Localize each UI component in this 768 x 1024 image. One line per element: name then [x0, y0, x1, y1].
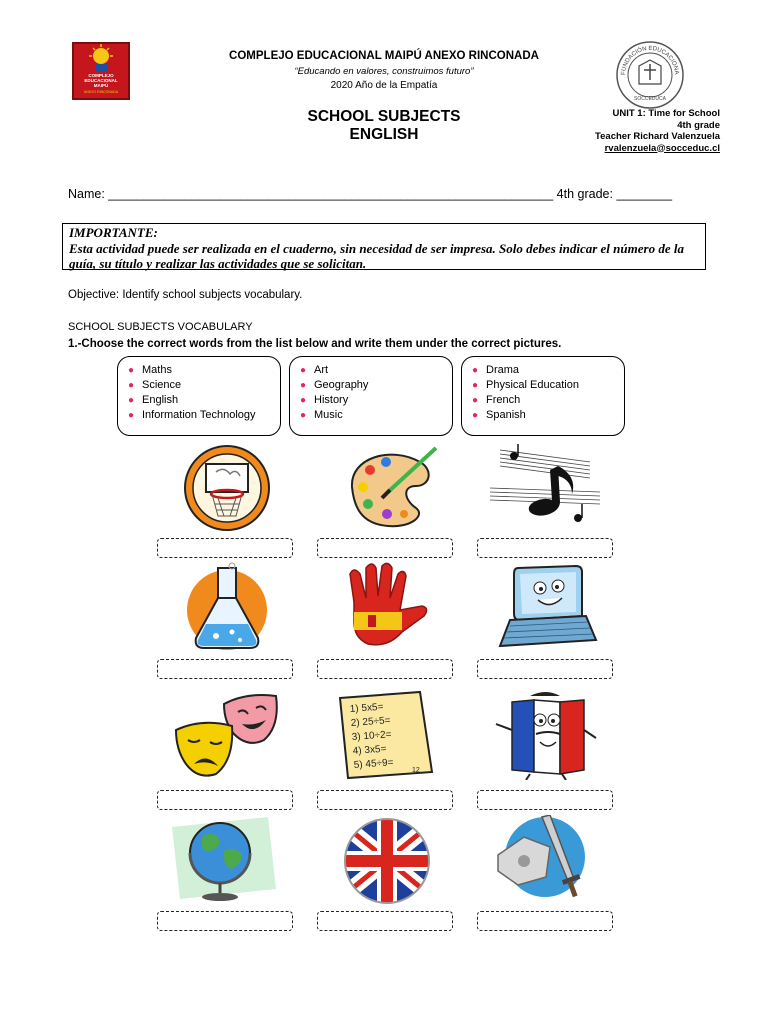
math-page-number: 12 — [412, 767, 420, 774]
word-item: ● Music — [300, 409, 343, 421]
french-flag-icon — [490, 690, 600, 780]
answer-box-3[interactable] — [477, 538, 613, 558]
svg-text:COMPLEJO: COMPLEJO — [88, 73, 114, 78]
computer-icon — [490, 562, 600, 652]
bullet-icon: ● — [128, 380, 135, 391]
answer-box-2[interactable] — [317, 538, 453, 558]
answer-box-8[interactable] — [317, 790, 453, 810]
word-box-3 — [461, 356, 625, 436]
teacher-label: Teacher Richard Valenzuela — [595, 131, 720, 142]
answer-box-6[interactable] — [477, 659, 613, 679]
objective: Objective: Identify school subjects vocabulary. — [68, 289, 303, 301]
school-name: COMPLEJO EDUCACIONAL MAIPÚ ANEXO RINCONADA — [229, 50, 539, 62]
word-item: ● Art — [300, 364, 329, 376]
math-problem: 4) 3x5= — [352, 743, 387, 757]
answer-box-11[interactable] — [317, 911, 453, 931]
answer-box-7[interactable] — [157, 790, 293, 810]
instruction: 1.-Choose the correct words from the list below and write them under the correct pictures. — [68, 338, 562, 350]
math-sheet-icon — [332, 690, 442, 780]
page-subtitle: ENGLISH — [349, 126, 419, 143]
science-flask-icon — [172, 562, 282, 652]
word-item: ● Physical Education — [472, 379, 579, 391]
answer-box-4[interactable] — [157, 659, 293, 679]
word-box-1 — [117, 356, 281, 436]
word-item: ● French — [472, 394, 521, 406]
svg-text:FUNDACIÓN EDUCACIONAL: FUNDACIÓN EDUCACIONA — [620, 45, 680, 76]
bullet-icon: ● — [300, 410, 307, 421]
answer-box-12[interactable] — [477, 911, 613, 931]
bullet-icon: ● — [472, 410, 479, 421]
bullet-icon: ● — [300, 365, 307, 376]
answer-box-5[interactable] — [317, 659, 453, 679]
globe-icon — [172, 815, 282, 905]
math-problem: 3) 10÷2= — [351, 729, 392, 743]
math-problem: 1) 5x5= — [349, 701, 384, 715]
spanish-hand-icon — [332, 562, 442, 652]
bullet-icon: ● — [300, 395, 307, 406]
foundation-seal — [615, 40, 685, 110]
svg-text:ANEXO RINCONADA: ANEXO RINCONADA — [83, 90, 119, 94]
music-notes-icon — [490, 442, 600, 532]
bullet-icon: ● — [472, 395, 479, 406]
name-grade-line[interactable]: Name: ________________________________________________________________ 4th grade: ________ — [68, 187, 673, 201]
bullet-icon: ● — [472, 380, 479, 391]
word-item: ● Information Technology — [128, 409, 256, 421]
svg-text:MAIPÚ: MAIPÚ — [93, 83, 109, 88]
bullet-icon: ● — [472, 365, 479, 376]
answer-box-1[interactable] — [157, 538, 293, 558]
vocab-heading: SCHOOL SUBJECTS VOCABULARY — [68, 321, 253, 333]
art-palette-icon — [332, 442, 442, 532]
word-item: ● Spanish — [472, 409, 526, 421]
bullet-icon: ● — [300, 380, 307, 391]
bullet-icon: ● — [128, 410, 135, 421]
answer-box-9[interactable] — [477, 790, 613, 810]
svg-text:EDUCACIONAL: EDUCACIONAL — [84, 78, 118, 83]
unit-info — [595, 108, 720, 154]
page-title: SCHOOL SUBJECTS — [307, 108, 461, 125]
math-problem: 2) 25÷5= — [350, 715, 391, 729]
notice-body: Esta actividad puede ser realizada en el cuaderno, sin necesidad de ser impresa. Solo debes indicar el número de la guía, su título y realizar las actividades que se solicitan. — [69, 240, 684, 271]
school-logo — [72, 42, 130, 100]
word-item: ● History — [300, 394, 349, 406]
school-motto: “Educando en valores, construimos futuro” — [294, 66, 474, 77]
bullet-icon: ● — [128, 395, 135, 406]
uk-flag-icon — [332, 815, 442, 905]
drama-masks-icon — [172, 690, 282, 780]
word-item: ● Drama — [472, 364, 520, 376]
word-item: ● Science — [128, 379, 182, 391]
teacher-email[interactable]: rvalenzuela@socceduc.cl — [604, 142, 720, 154]
bullet-icon: ● — [128, 365, 135, 376]
basketball-hoop-icon — [172, 442, 282, 532]
answer-box-10[interactable] — [157, 911, 293, 931]
svg-text:SOCCEDUCA: SOCCEDUCA — [634, 96, 666, 102]
word-item: ● English — [128, 394, 179, 406]
word-item: ● Geography — [300, 379, 369, 391]
cd-sword-icon — [490, 815, 600, 905]
word-box-2 — [289, 356, 453, 436]
notice-heading: IMPORTANTE: — [69, 225, 158, 240]
word-item: ● Maths — [128, 364, 172, 376]
grade-label: 4th grade — [677, 119, 720, 131]
important-notice — [62, 223, 706, 270]
math-problem: 5) 45÷9= — [353, 757, 394, 771]
unit-label: UNIT 1: Time for School — [612, 108, 720, 119]
year-line: 2020 Año de la Empatía — [330, 80, 438, 91]
